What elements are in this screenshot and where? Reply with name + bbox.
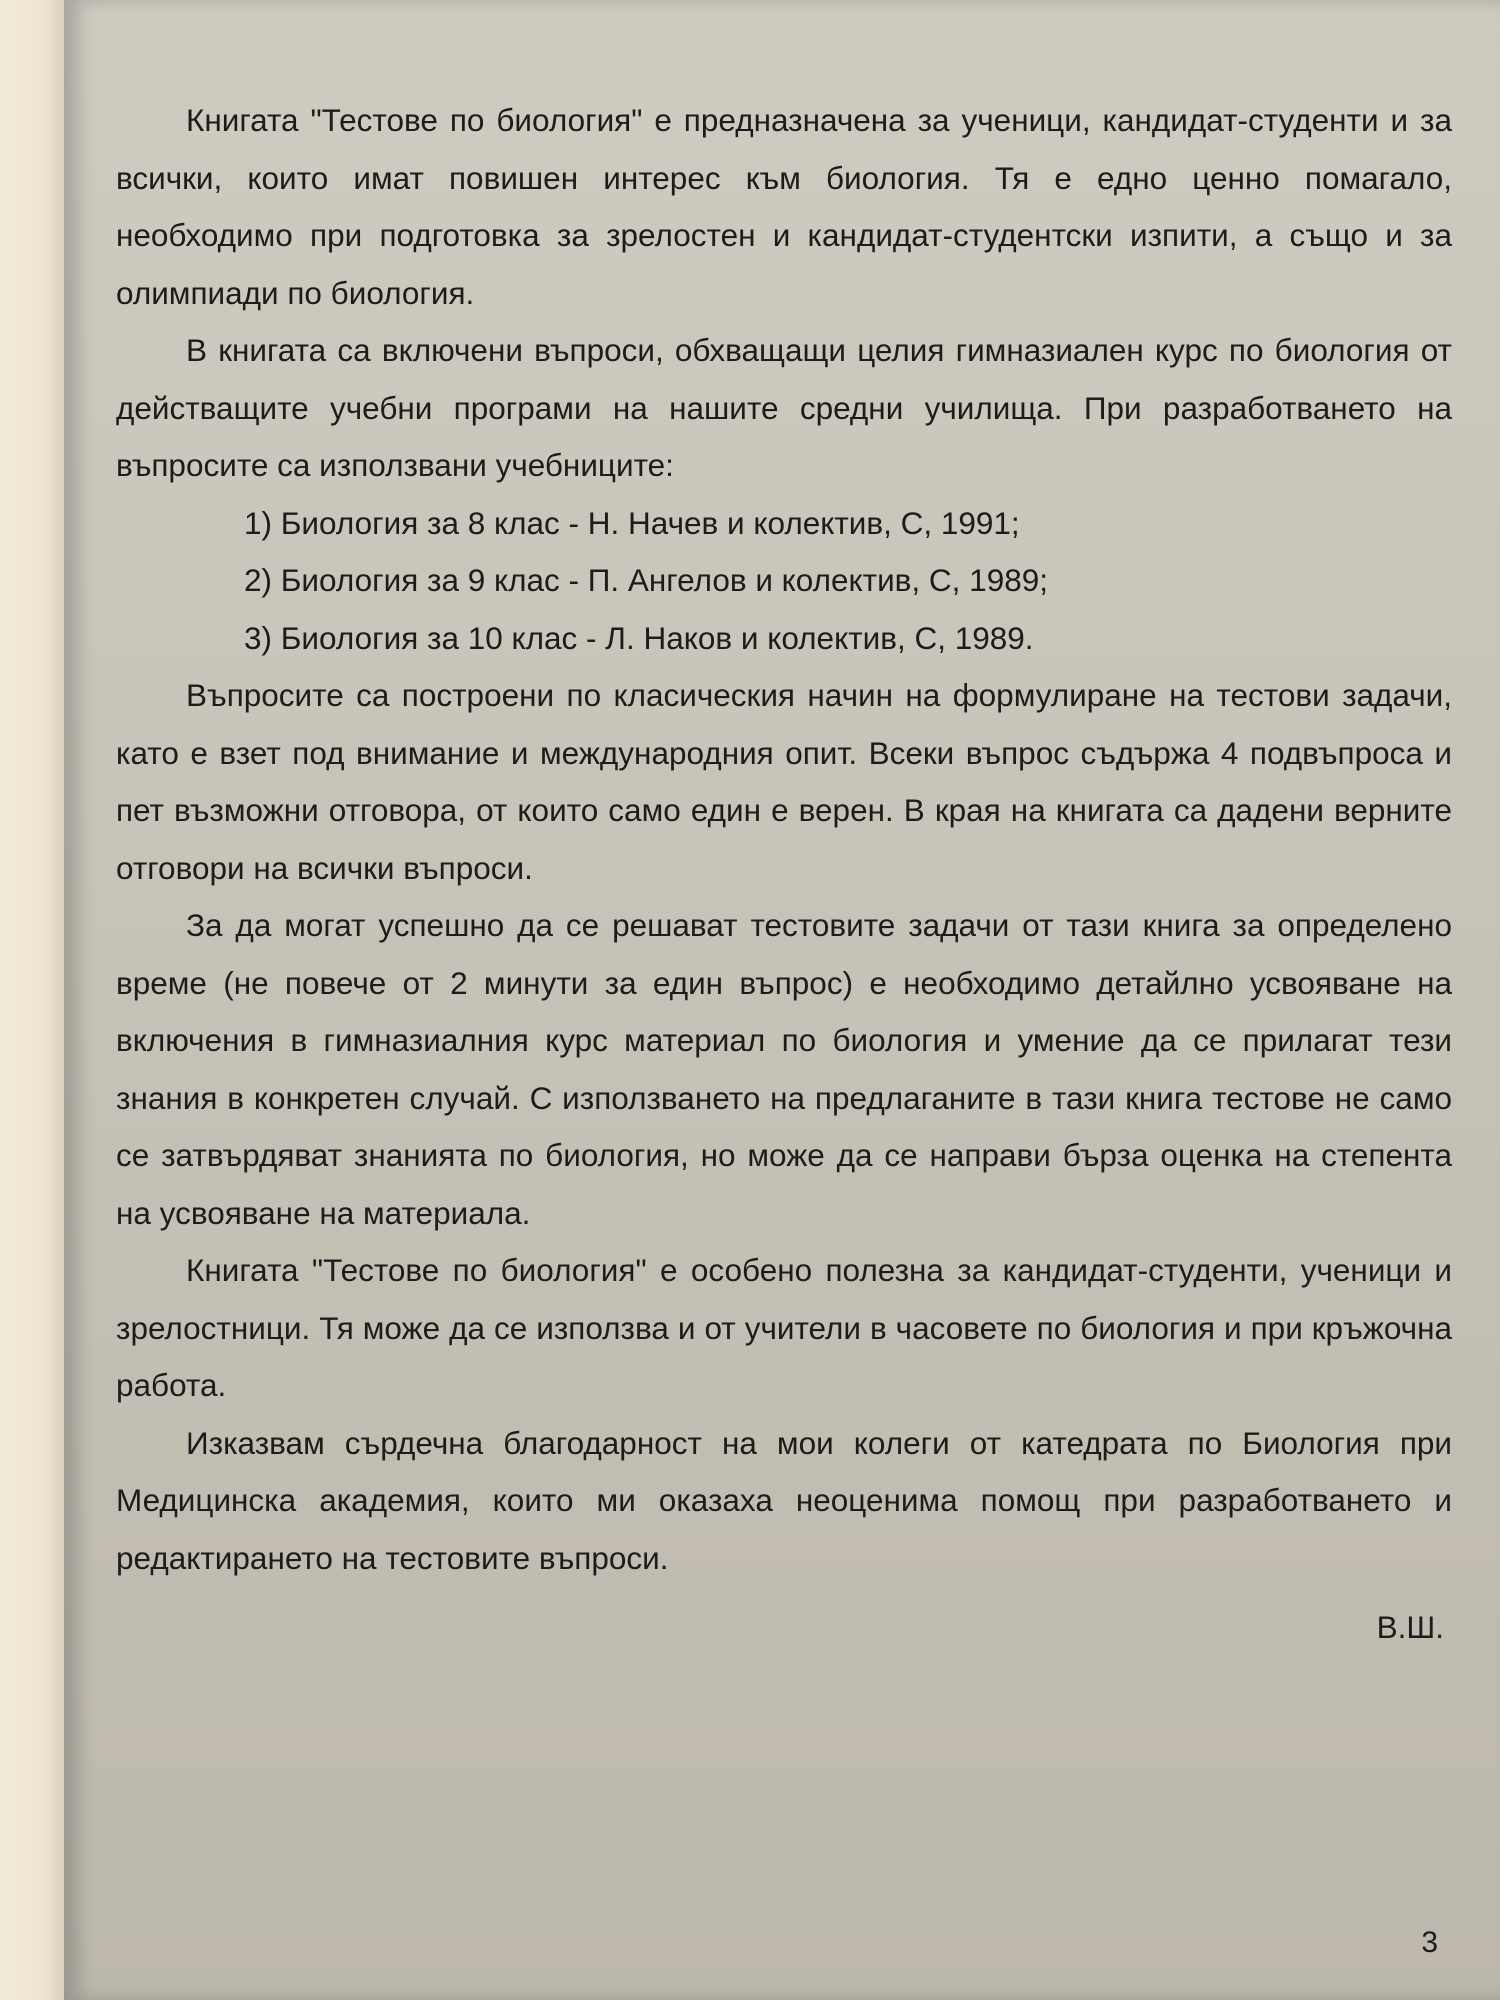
paragraph-usefulness: Книгата "Тестове по биология" е особено полезна за кандидат-студенти, ученици и зрелостници. Тя може да се използва и от учители в часовете по биология и при кръжочна работа. [116, 1252, 1452, 1403]
page-number: 3 [1421, 1926, 1438, 1959]
author-signature: В.Ш. [1376, 1609, 1444, 1645]
paragraph-acknowledgements: Изказвам сърдечна благодарност на мои колеги от катедрата по Биология при Медицинска академия, които ми оказаха неоценима помощ при разработването и редактирането на тестовите въпроси. [116, 1424, 1452, 1576]
adjacent-page-edge [0, 0, 64, 2000]
preface-text [116, 92, 1452, 1657]
paragraph-time-requirements: За да могат успешно да се решават тестовите задачи от тази книга за определено време (не повече от 2 минути за един въпрос) е необходимо детайлно усвояване на включения в гимназиалния курс материал по биология и умение да се прилагат тези знания в конкретен случай. С използването на предлаганите в тази книга тестове не само се затвърдяват знанията по биология, но може да се направи бърза оценка на степента на усвояване на материала. [116, 907, 1452, 1231]
paragraph-content-scope: В книгата са включени въпроси, обхващащи целия гимназиален курс по биология от действащите учебни програми на нашите средни училища. При разработването на въпросите са използвани учебниците: [116, 332, 1452, 483]
textbook-item: 2) Биология за 9 клас - П. Ангелов и колектив, С, 1989; [244, 562, 1049, 598]
paragraph-purpose: Книгата "Тестове по биология" е предназначена за ученици, кандидат-студенти и за всички, които имат повишен интерес към биология. Тя е едно ценно помагало, необходимо при подготовка за зрелостен и кандидат-студентски изпити, а също и за олимпиади по биология. [116, 102, 1452, 311]
textbook-list [116, 495, 1452, 668]
paragraph-question-format: Въпросите са построени по класическия начин на формулиране на тестови задачи, като е взет под внимание и международния опит. Всеки въпрос съдържа 4 подвъпроса и пет възможни отговора, от които само един е верен. В края на книгата са дадени верните отговори на всички въпроси. [116, 677, 1452, 886]
textbook-item: 1) Биология за 8 клас - Н. Начев и колектив, С, 1991; [244, 504, 1020, 541]
textbook-item: 3) Биология за 10 клас - Л. Наков и колектив, С, 1989. [244, 619, 1034, 656]
book-page [64, 0, 1500, 2000]
